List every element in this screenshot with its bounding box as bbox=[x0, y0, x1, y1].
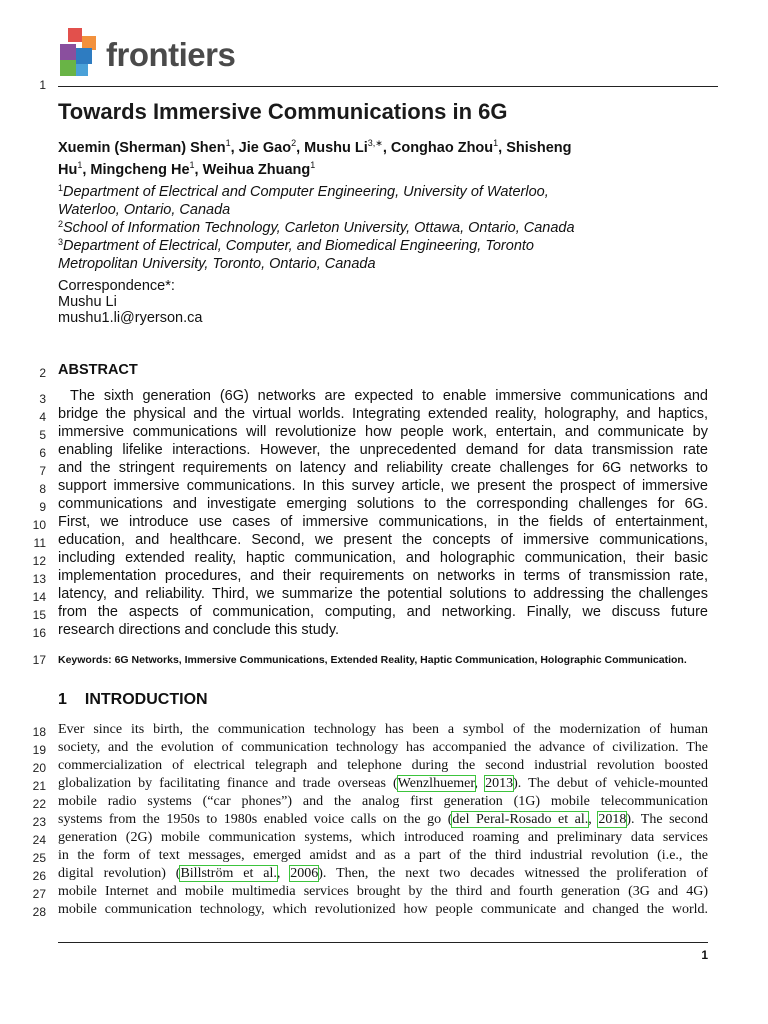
line-number: 24 bbox=[32, 833, 46, 847]
author-affil-sup: 2 bbox=[291, 138, 297, 148]
line-number: 16 bbox=[32, 626, 46, 640]
author-name: , Mingcheng He bbox=[82, 162, 190, 178]
line-number: 7 bbox=[39, 464, 46, 478]
line-number: 27 bbox=[32, 887, 46, 901]
body-line-with-citation bbox=[58, 866, 708, 882]
author-affil-sup: 1 bbox=[493, 138, 499, 148]
abstract-heading: ABSTRACT bbox=[58, 362, 138, 378]
affil-sup: 3 bbox=[58, 237, 64, 247]
citation-link[interactable]: Wenzlhuemer bbox=[397, 776, 475, 791]
body-text: , bbox=[474, 776, 486, 791]
author-affil-sup: 1 bbox=[77, 160, 83, 170]
abstract-line: implementation procedures, and their requirements on networks in terms of transmission rate, bbox=[58, 568, 708, 584]
section-number: 1 bbox=[58, 691, 67, 708]
line-number: 22 bbox=[32, 797, 46, 811]
line-number: 6 bbox=[39, 446, 46, 460]
line-number: 14 bbox=[32, 590, 46, 604]
line-number: 21 bbox=[32, 779, 46, 793]
paper-title: Towards Immersive Communications in 6G bbox=[58, 99, 508, 124]
correspondence-name: Mushu Li bbox=[58, 294, 117, 310]
citation-year-link[interactable]: 2018 bbox=[598, 812, 627, 827]
header-rule bbox=[58, 86, 718, 87]
body-line: mobile radio systems (“car phones”) and the analog first generation (1G) mobile telecommunication bbox=[58, 794, 708, 809]
line-number: 4 bbox=[39, 410, 46, 424]
author-name: Hu bbox=[58, 162, 78, 178]
affiliation-1-cont: Waterloo, Ontario, Canada bbox=[58, 202, 231, 218]
body-line: in the form of text messages, emerged amidst and as a part of the third industrial revolution (i.e., the bbox=[58, 848, 708, 863]
affil-sup: 2 bbox=[58, 219, 64, 229]
author-name: , Weihua Zhuang bbox=[194, 162, 311, 178]
body-text: , bbox=[588, 812, 599, 827]
line-number: 26 bbox=[32, 869, 46, 883]
abstract-line: communications and investigate emerging solutions to the corresponding challenges for 6G. bbox=[58, 496, 708, 512]
affiliation-1 bbox=[58, 183, 549, 200]
line-number: 17 bbox=[32, 653, 46, 667]
abstract-line: First, we introduce use cases of immersive communications, in the fields of entertainment, bbox=[58, 514, 708, 530]
citation-link[interactable]: del Peral-Rosado et al. bbox=[452, 812, 589, 827]
citation-year-link[interactable]: 2013 bbox=[485, 776, 514, 791]
line-number: 8 bbox=[39, 482, 46, 496]
line-number: 1 bbox=[39, 78, 46, 92]
body-line-with-citation bbox=[58, 776, 708, 792]
body-line: mobile Internet and mobile multimedia services brought by the third and fourth generation (3G and 4G) bbox=[58, 884, 708, 899]
author-list-line-2 bbox=[58, 160, 718, 178]
abstract-line: support immersive communications. In this survey article, we present the prospect of immersive bbox=[58, 478, 708, 494]
citation-year-link[interactable]: 2006 bbox=[290, 866, 319, 881]
line-number: 23 bbox=[32, 815, 46, 829]
abstract-line: The sixth generation (6G) networks are expected to enable immersive communications and bbox=[70, 388, 708, 404]
line-number: 28 bbox=[32, 905, 46, 919]
citation-link[interactable]: Billström et al. bbox=[180, 866, 277, 881]
author-name: , Jie Gao bbox=[230, 140, 292, 156]
author-name: , Mushu Li bbox=[296, 140, 368, 156]
author-affil-sup: 1 bbox=[225, 138, 231, 148]
body-line: Ever since its birth, the communication technology has been a symbol of the modernization of human bbox=[58, 722, 708, 737]
body-line-with-citation bbox=[58, 812, 708, 828]
author-name: Xuemin (Sherman) Shen bbox=[58, 140, 226, 156]
body-text: globalization by facilitating finance and trade overseas ( bbox=[58, 776, 398, 791]
body-text: ). The debut of vehicle-mounted bbox=[513, 776, 709, 791]
body-line: commercialization of electrical telegraph and telephone during the second industrial revolution boosted bbox=[58, 758, 708, 773]
abstract-line: latency, and reliability. Third, we summarize the potential solutions to addressing the challenges bbox=[58, 586, 708, 602]
line-number: 5 bbox=[39, 428, 46, 442]
line-number: 9 bbox=[39, 500, 46, 514]
body-text: ). Then, the next two decades witnessed the proliferation of bbox=[318, 866, 708, 881]
body-line: society, and the evolution of communication technology has accompanied the advance of civilization. The bbox=[58, 740, 708, 755]
body-text: , bbox=[276, 866, 291, 881]
line-number: 20 bbox=[32, 761, 46, 775]
affil-text: Department of Electrical, Computer, and Biomedical Engineering, Toronto bbox=[63, 238, 534, 254]
author-name: , Conghao Zhou bbox=[382, 140, 494, 156]
author-affil-sup: 3,∗ bbox=[367, 138, 383, 148]
abstract-line: immersive communications will revolutionize how people work, entertain, and communicate by bbox=[58, 424, 708, 440]
body-line: mobile communication technology, which revolutionized how people communicate and changed the world. bbox=[58, 902, 708, 917]
frontiers-logo-text: frontiers bbox=[106, 36, 236, 73]
affil-text: School of Information Technology, Carleton University, Ottawa, Ontario, Canada bbox=[63, 220, 575, 236]
line-number: 11 bbox=[33, 536, 46, 550]
body-line: generation (2G) mobile communication systems, which introduced roaming and preliminary data services bbox=[58, 830, 708, 845]
frontiers-logo-icon bbox=[58, 28, 104, 78]
correspondence-label: Correspondence*: bbox=[58, 278, 175, 294]
body-text: systems from the 1950s to 1980s enabled voice calls on the go ( bbox=[58, 812, 453, 827]
abstract-line: bridge the physical and the virtual worlds. Integrating extended reality, holography, and haptics, bbox=[58, 406, 708, 422]
abstract-line: enabling lifelike interactions. However, the unprecedented demand for data transmission rate bbox=[58, 442, 708, 458]
body-text: digital revolution) ( bbox=[58, 866, 181, 881]
line-number: 18 bbox=[32, 725, 46, 739]
correspondence-email[interactable]: mushu1.li@ryerson.ca bbox=[58, 310, 203, 326]
page-number: 1 bbox=[701, 948, 708, 962]
author-affil-sup: 1 bbox=[310, 160, 316, 170]
abstract-line: including extended reality, haptic communication, and holographic communication, their basic bbox=[58, 550, 708, 566]
line-number: 12 bbox=[32, 554, 46, 568]
affil-sup: 1 bbox=[58, 183, 64, 193]
author-list-line-1 bbox=[58, 138, 718, 156]
abstract-line: education, and healthcare. Second, we present the concepts of immersive communications, bbox=[58, 532, 708, 548]
line-number: 25 bbox=[32, 851, 46, 865]
footer-rule bbox=[58, 942, 708, 943]
line-number: 2 bbox=[39, 366, 46, 380]
author-affil-sup: 1 bbox=[189, 160, 195, 170]
affiliation-3-cont: Metropolitan University, Toronto, Ontario, Canada bbox=[58, 256, 376, 272]
affiliation-3 bbox=[58, 237, 534, 254]
abstract-line: research directions and conclude this study. bbox=[58, 622, 340, 638]
body-text: ). The second bbox=[626, 812, 708, 827]
author-name: , Shisheng bbox=[498, 140, 572, 156]
section-heading bbox=[58, 691, 208, 709]
section-title: INTRODUCTION bbox=[84, 691, 208, 708]
affiliation-2 bbox=[58, 219, 575, 236]
keywords: Keywords: 6G Networks, Immersive Communications, Extended Reality, Haptic Communication, Holographic Communication. bbox=[58, 654, 687, 666]
line-number: 19 bbox=[32, 743, 46, 757]
line-number: 10 bbox=[32, 518, 46, 532]
abstract-line: from the aspects of communication, computing, and networking. Finally, we discuss future bbox=[58, 604, 708, 620]
affil-text: Department of Electrical and Computer Engineering, University of Waterloo, bbox=[63, 184, 549, 200]
line-number: 15 bbox=[32, 608, 46, 622]
line-number: 13 bbox=[32, 572, 46, 586]
line-number: 3 bbox=[39, 392, 46, 406]
abstract-line: and the stringent requirements on latency and reliability create challenges for 6G networks to bbox=[58, 460, 708, 476]
